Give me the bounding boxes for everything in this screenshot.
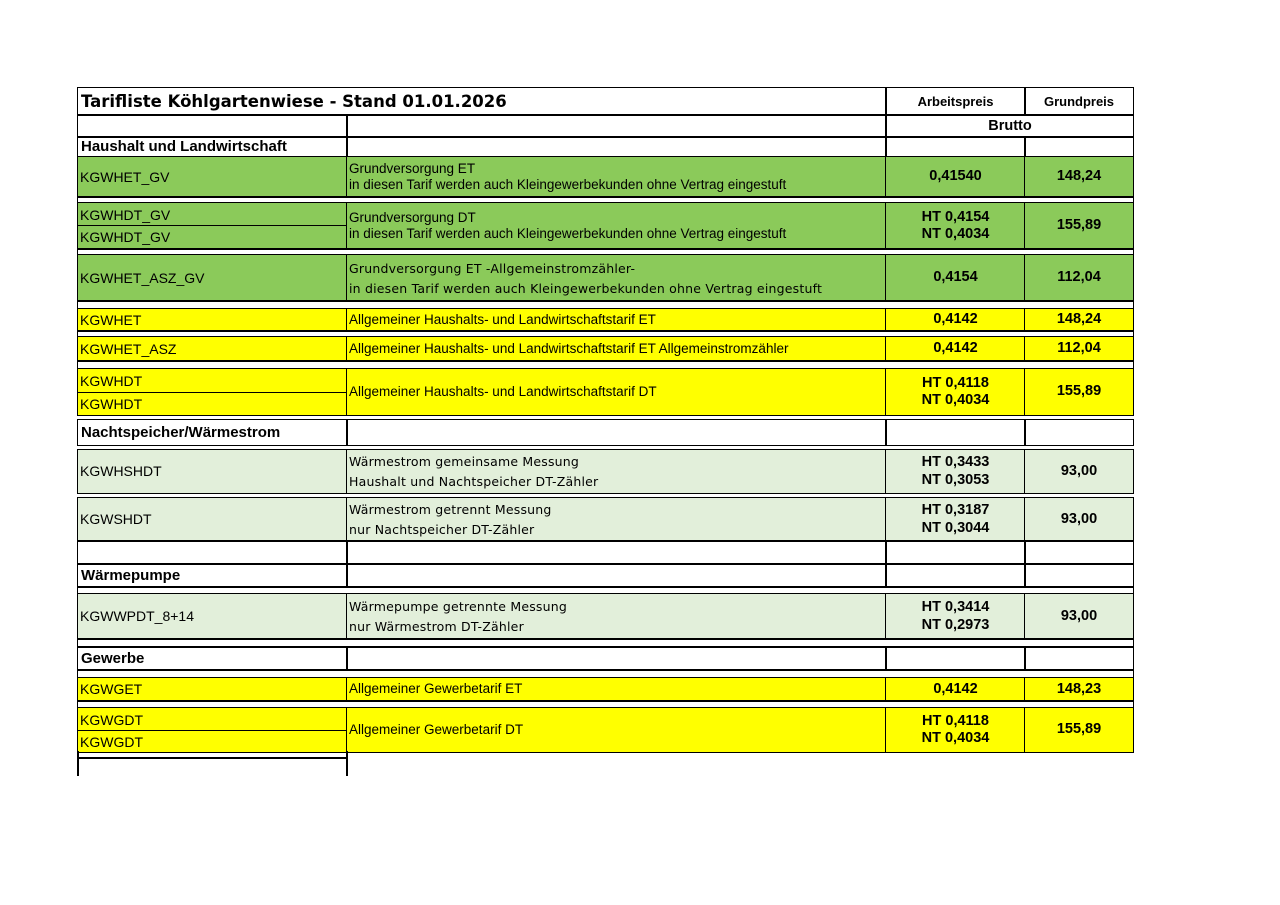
empty-cell [885, 563, 1026, 588]
arbeitspreis-value: 0,4142 [885, 308, 1026, 332]
grundpreis-value: 155,89 [1024, 368, 1134, 416]
grundpreis-value: 155,89 [1024, 707, 1134, 753]
section-waermepumpe: Wärmepumpe [77, 563, 348, 588]
tariff-code: KGWSHDT [77, 497, 348, 542]
tariff-code-cell [77, 202, 348, 250]
tariff-description [346, 254, 887, 302]
arbeitspreis-value [885, 707, 1026, 753]
grundpreis-value: 148,24 [1024, 308, 1134, 332]
nt-price: NT 0,4034 [921, 730, 990, 746]
tariff-code: KGWGET [77, 677, 348, 702]
arbeitspreis-value [885, 593, 1026, 640]
tariff-code-cell [77, 368, 348, 416]
tariff-code: KGWGDT [80, 712, 143, 728]
page-title: Tarifliste Köhlgartenwiese - Stand 01.01.2026 [77, 87, 887, 116]
empty-cell [77, 540, 348, 565]
tariff-description: Allgemeiner Gewerbetarif DT [346, 707, 887, 753]
nt-price: NT 0,3044 [921, 519, 990, 536]
tariff-description: Allgemeiner Haushalts- und Landwirtschaftstarif ET Allgemeinstromzähler [346, 336, 887, 362]
tariff-description [346, 156, 887, 198]
cell-divider [78, 392, 347, 393]
description-line: Wärmestrom getrennt Messung [349, 502, 552, 517]
brutto-label: Brutto [988, 118, 1032, 134]
grundpreis-value: 93,00 [1024, 593, 1134, 640]
description-line: Grundversorgung ET [349, 160, 476, 176]
ht-price: HT 0,4154 [921, 208, 990, 225]
description-line: Grundversorgung DT [349, 209, 476, 225]
grundpreis-value: 112,04 [1024, 336, 1134, 362]
arbeitspreis-value: 0,4154 [885, 254, 1026, 302]
empty-cell [346, 419, 887, 446]
empty-cell [1024, 540, 1134, 565]
grundpreis-value: 112,04 [1024, 254, 1134, 302]
arbeitspreis-value: 0,4142 [885, 677, 1026, 702]
description-line: in diesen Tarif werden auch Kleingewerbekunden ohne Vertrag eingestuft [349, 226, 787, 241]
empty-cell [1024, 136, 1134, 158]
arbeitspreis-value [885, 202, 1026, 250]
empty-cell [1024, 419, 1134, 446]
grundpreis-value: 93,00 [1024, 497, 1134, 542]
arbeitspreis-value [885, 368, 1026, 416]
cell-divider [78, 225, 347, 226]
arbeitspreis-value [885, 449, 1026, 494]
cell-divider [78, 730, 347, 731]
ht-price: HT 0,4118 [922, 712, 989, 729]
trailing-line [77, 757, 348, 759]
empty-cell [885, 136, 1026, 158]
tariff-code: KGWHET_ASZ_GV [77, 254, 348, 302]
trailing-line [77, 751, 79, 776]
tariff-code: KGWHET_GV [77, 156, 348, 198]
tariff-description [346, 593, 887, 640]
grundpreis-value: 148,24 [1024, 156, 1134, 198]
empty-cell [1024, 646, 1134, 671]
nt-price: NT 0,4034 [921, 392, 990, 408]
section-gewerbe: Gewerbe [77, 646, 348, 671]
empty-cell [885, 540, 1026, 565]
description-line: Wärmepumpe getrennte Messung [349, 599, 568, 614]
tariff-description: Allgemeiner Haushalts- und Landwirtschaftstarif ET [346, 308, 887, 332]
nt-price: NT 0,3053 [921, 471, 990, 488]
nt-price: NT 0,4034 [921, 226, 990, 242]
tariff-code: KGWGDT [80, 734, 143, 750]
tariff-code-cell [77, 707, 348, 753]
description-line: nur Nachtspeicher DT-Zähler [349, 522, 535, 537]
grundpreis-value: 148,23 [1024, 677, 1134, 702]
tariff-description [346, 449, 887, 494]
empty-cell [1024, 563, 1134, 588]
header-grundpreis: Grundpreis [1024, 87, 1134, 116]
empty-cell [346, 136, 887, 158]
arbeitspreis-value: 0,41540 [885, 156, 1026, 198]
arbeitspreis-value [885, 497, 1026, 542]
grundpreis-value: 155,89 [1024, 202, 1134, 250]
description-line: Haushalt und Nachtspeicher DT-Zähler [349, 474, 599, 489]
tariff-code: KGWWPDT_8+14 [77, 593, 348, 640]
description-line: in diesen Tarif werden auch Kleingewerbekunden ohne Vertrag eingestuft [349, 280, 823, 296]
empty-cell [77, 114, 348, 138]
tariff-code: KGWHSHDT [77, 449, 348, 494]
empty-cell [346, 114, 887, 138]
tariff-code: KGWHDT [80, 373, 143, 389]
empty-cell [346, 563, 887, 588]
empty-cell [346, 540, 887, 565]
empty-cell [885, 419, 1026, 446]
tariff-code: KGWHDT [80, 396, 143, 412]
tariff-description [346, 497, 887, 542]
tariff-code: KGWHDT_GV [80, 229, 171, 245]
description-line: Wärmestrom gemeinsame Messung [349, 454, 580, 469]
tariff-description [346, 202, 887, 250]
tariff-code: KGWHET [77, 308, 348, 332]
trailing-line [346, 751, 348, 776]
ht-price: HT 0,4118 [922, 374, 989, 391]
description-line: in diesen Tarif werden auch Kleingewerbekunden ohne Vertrag eingestuft [349, 177, 787, 192]
ht-price: HT 0,3414 [921, 599, 990, 616]
empty-cell [346, 646, 887, 671]
grundpreis-value: 93,00 [1024, 449, 1134, 494]
nt-price: NT 0,2973 [921, 616, 990, 633]
tariff-description: Allgemeiner Gewerbetarif ET [346, 677, 887, 702]
tariff-description: Allgemeiner Haushalts- und Landwirtschaftstarif DT [346, 368, 887, 416]
description-line: Grundversorgung ET -Allgemeinstromzähler- [349, 260, 636, 276]
ht-price: HT 0,3433 [921, 454, 990, 471]
arbeitspreis-value: 0,4142 [885, 336, 1026, 362]
description-line: nur Wärmestrom DT-Zähler [349, 619, 524, 634]
header-arbeitspreis: Arbeitspreis [885, 87, 1026, 116]
section-nachtspeicher: Nachtspeicher/Wärmestrom [77, 419, 348, 446]
empty-cell [885, 646, 1026, 671]
ht-price: HT 0,3187 [921, 502, 990, 519]
tariff-code: KGWHET_ASZ [77, 336, 348, 362]
tariff-code: KGWHDT_GV [80, 207, 171, 223]
section-haushalt: Haushalt und Landwirtschaft [77, 136, 348, 158]
